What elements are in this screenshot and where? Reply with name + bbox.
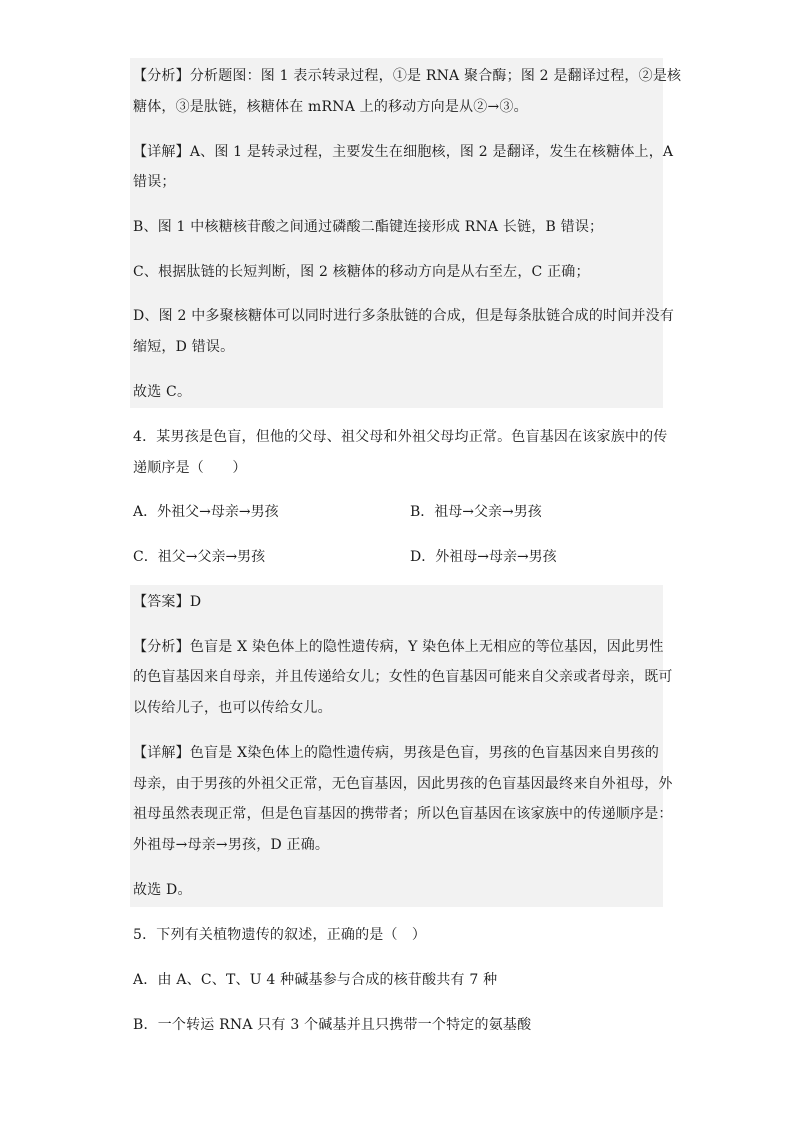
q4-stem-line-2: 递顺序是（ ） <box>133 460 247 476</box>
q5-stem: 5．下列有关植物遗传的叙述，正确的是（ ） <box>133 927 427 943</box>
detail-line-2: 错误； <box>133 174 176 190</box>
q4-detail-line-2: 母亲，由于男孩的外祖父正常，无色盲基因，因此男孩的色盲基因最终来自外祖母，外 <box>133 776 673 792</box>
detail-tag: 【详解】 <box>133 745 190 761</box>
detail-tag: 【详解】 <box>133 144 190 160</box>
analysis-tag: 【分析】 <box>133 68 190 84</box>
q4-analysis-line-3: 以传给儿子，也可以传给女儿。 <box>133 700 332 716</box>
detail-option-d-line-2: 缩短，D 错误。 <box>133 339 235 355</box>
q4-detail-line-3: 祖母虽然表现正常，但是色盲基因的携带者；所以色盲基因在该家族中的传递顺序是： <box>133 806 673 822</box>
analysis-line-2: 糖体，③是肽链，核糖体在 mRNA 上的移动方向是从②→③。 <box>133 99 528 115</box>
analysis-tag: 【分析】 <box>133 639 190 655</box>
q4-answer: 【答案】D <box>133 594 202 610</box>
detail-option-b: B、图 1 中核糖核苷酸之间通过磷酸二酯键连接形成 RNA 长链，B 错误； <box>133 219 604 235</box>
q4-option-c: C．祖父→父亲→男孩 <box>133 549 266 565</box>
q4-analysis-line-1: 【分析】色盲是 X 染色体上的隐性遗传病，Y 染色体上无相应的等位基因，因此男性 <box>133 639 664 655</box>
q5-option-b: B．一个转运 RNA 只有 3 个碱基并且只携带一个特定的氨基酸 <box>133 1017 532 1033</box>
q4-option-d: D．外祖母→母亲→男孩 <box>410 549 557 565</box>
q5-option-a: A．由 A、C、T、U 4 种碱基参与合成的核苷酸共有 7 种 <box>133 972 498 988</box>
detail-option-d-line-1: D、图 2 中多聚核糖体可以同时进行多条肽链的合成，但是每条肽链合成的时间并没有 <box>133 308 675 324</box>
detail-line-1: 【详解】A、图 1 是转录过程，主要发生在细胞核，图 2 是翻译，发生在核糖体上，A <box>133 144 674 160</box>
q4-option-a: A．外祖父→母亲→男孩 <box>133 504 279 520</box>
analysis-line-1: 【分析】分析题图：图 1 表示转录过程，①是 RNA 聚合酶；图 2 是翻译过程，②是核 <box>133 68 682 84</box>
answer-tag: 【答案】 <box>133 594 190 610</box>
q4-analysis-line-2: 的色盲基因来自母亲，并且传递给女儿；女性的色盲基因可能来自父亲或者母亲，既可 <box>133 669 673 685</box>
q4-detail-line-1: 【详解】色盲是 X染色体上的隐性遗传病，男孩是色盲，男孩的色盲基因来自男孩的 <box>133 745 660 761</box>
q4-option-b: B．祖母→父亲→男孩 <box>410 504 542 520</box>
q4-detail-line-4: 外祖母→母亲→男孩，D 正确。 <box>133 837 330 853</box>
conclusion-q3: 故选 C。 <box>133 384 192 400</box>
conclusion-q4: 故选 D。 <box>133 882 192 898</box>
detail-option-c: C、根据肽链的长短判断，图 2 核糖体的移动方向是从右至左，C 正确； <box>133 264 590 280</box>
q4-stem-line-1: 4．某男孩是色盲，但他的父母、祖父母和外祖父母均正常。色盲基因在该家族中的传 <box>133 429 668 445</box>
